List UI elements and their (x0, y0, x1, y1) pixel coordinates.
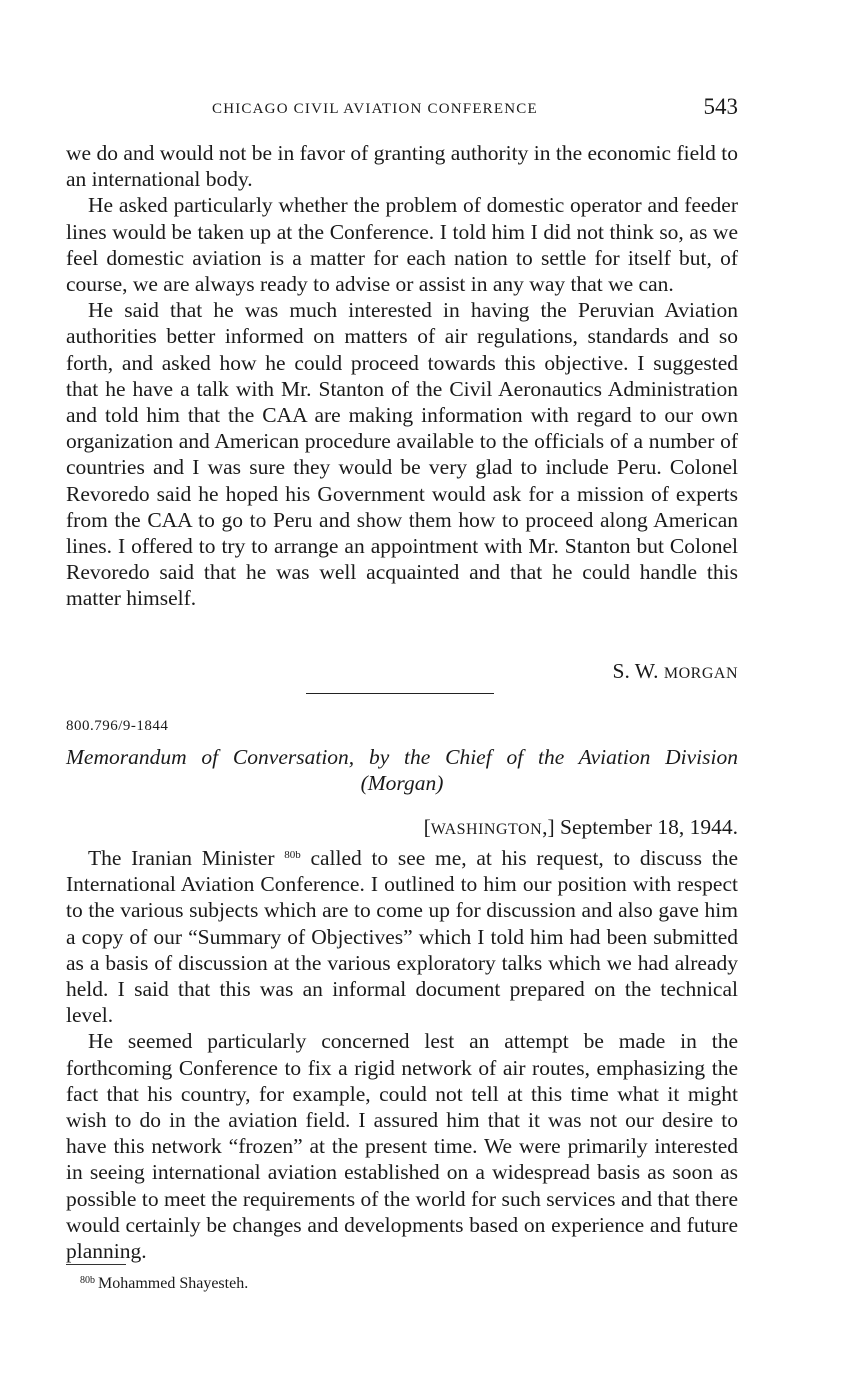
signature-initials: S. W. (612, 659, 664, 683)
section-divider (306, 693, 494, 694)
paragraph: He asked particularly whether the problem of domestic operator and feeder lines would be taken up at the Conference. I told him I did not think so, as we feel domestic aviation is a matter for each nation to settle for itself but, of course, we are always ready to advise or assist in any way that we can. (66, 193, 738, 297)
dateline-date: September 18, 1944. (554, 815, 738, 839)
memorandum-title-line2: (Morgan) (360, 771, 444, 795)
file-number: 800.796/9-1844 (66, 718, 169, 734)
footnote (80, 1275, 248, 1293)
footnote-marker: 80b (80, 1275, 95, 1286)
footnote-divider (66, 1264, 126, 1265)
paragraph: we do and would not be in favor of granting authority in the economic field to an international body. (66, 141, 738, 192)
paragraph (66, 842, 738, 1028)
running-head (66, 94, 738, 124)
para1-start: The Iranian Minister (88, 846, 285, 870)
running-title: CHICAGO CIVIL AVIATION CONFERENCE (212, 101, 538, 117)
dateline (424, 815, 738, 840)
paragraph: He said that he was much interested in having the Peruvian Aviation authorities better informed on matters of air regulations, standards and so forth, and asked how he could proceed towards this objective. I suggested that he have a talk with Mr. Stanton of the Civil Aeronautics Administration and told him that the CAA are making information with regard to our own organization and American procedure available to the officials of a number of countries and I was sure they would be very glad to include Peru. Colonel Revoredo said he hoped his Government would ask for a mission of experts from the CAA to go to Peru and show them how to proceed along American lines. I offered to try to arrange an appointment with Mr. Stanton but Colonel Revoredo said that he was well acquainted and that he could handle this matter himself. (66, 298, 738, 611)
signature-name: MORGAN (663, 665, 738, 682)
signature (612, 659, 738, 684)
para1-rest: called to see me, at his request, to discuss the International Aviation Conference. I outlined to him our position with respect to the various subjects which are to come up for discussion and also gave him a copy of our “Summary of Objectives” which I told him had been submitted as a basis of discussion at the various exploratory talks which we had already held. I said that this was an informal document prepared on the technical level. (66, 846, 738, 1028)
paragraph: He seemed particularly concerned lest an attempt be made in the forthcoming Conference to fix a rigid network of air routes, emphasizing the fact that his country, for example, could not tell at this time what it might wish to do in the aviation field. I assured him that it was not our desire to have this network “frozen” at the present time. We were primarily interested in seeing international aviation established on a widespread basis as soon as possible to meet the requirements of the world for such services and that there would certainly be changes and developments based on experience and future planning. (66, 1029, 738, 1264)
memorandum-title (66, 744, 738, 796)
dateline-open: [ (423, 815, 431, 839)
footnote-reference[interactable]: 80b (284, 849, 301, 861)
memorandum-title-line1: Memorandum of Conversation, by the Chief of the Aviation Division (66, 745, 738, 769)
page-number: 543 (703, 94, 738, 119)
dateline-place: WASHINGTON (430, 821, 543, 838)
continued-memorandum-text (66, 140, 738, 612)
memorandum-body (66, 842, 738, 1264)
footnote-text: Mohammed Shayesteh. (98, 1275, 249, 1292)
dateline-close: ,] (542, 815, 555, 839)
